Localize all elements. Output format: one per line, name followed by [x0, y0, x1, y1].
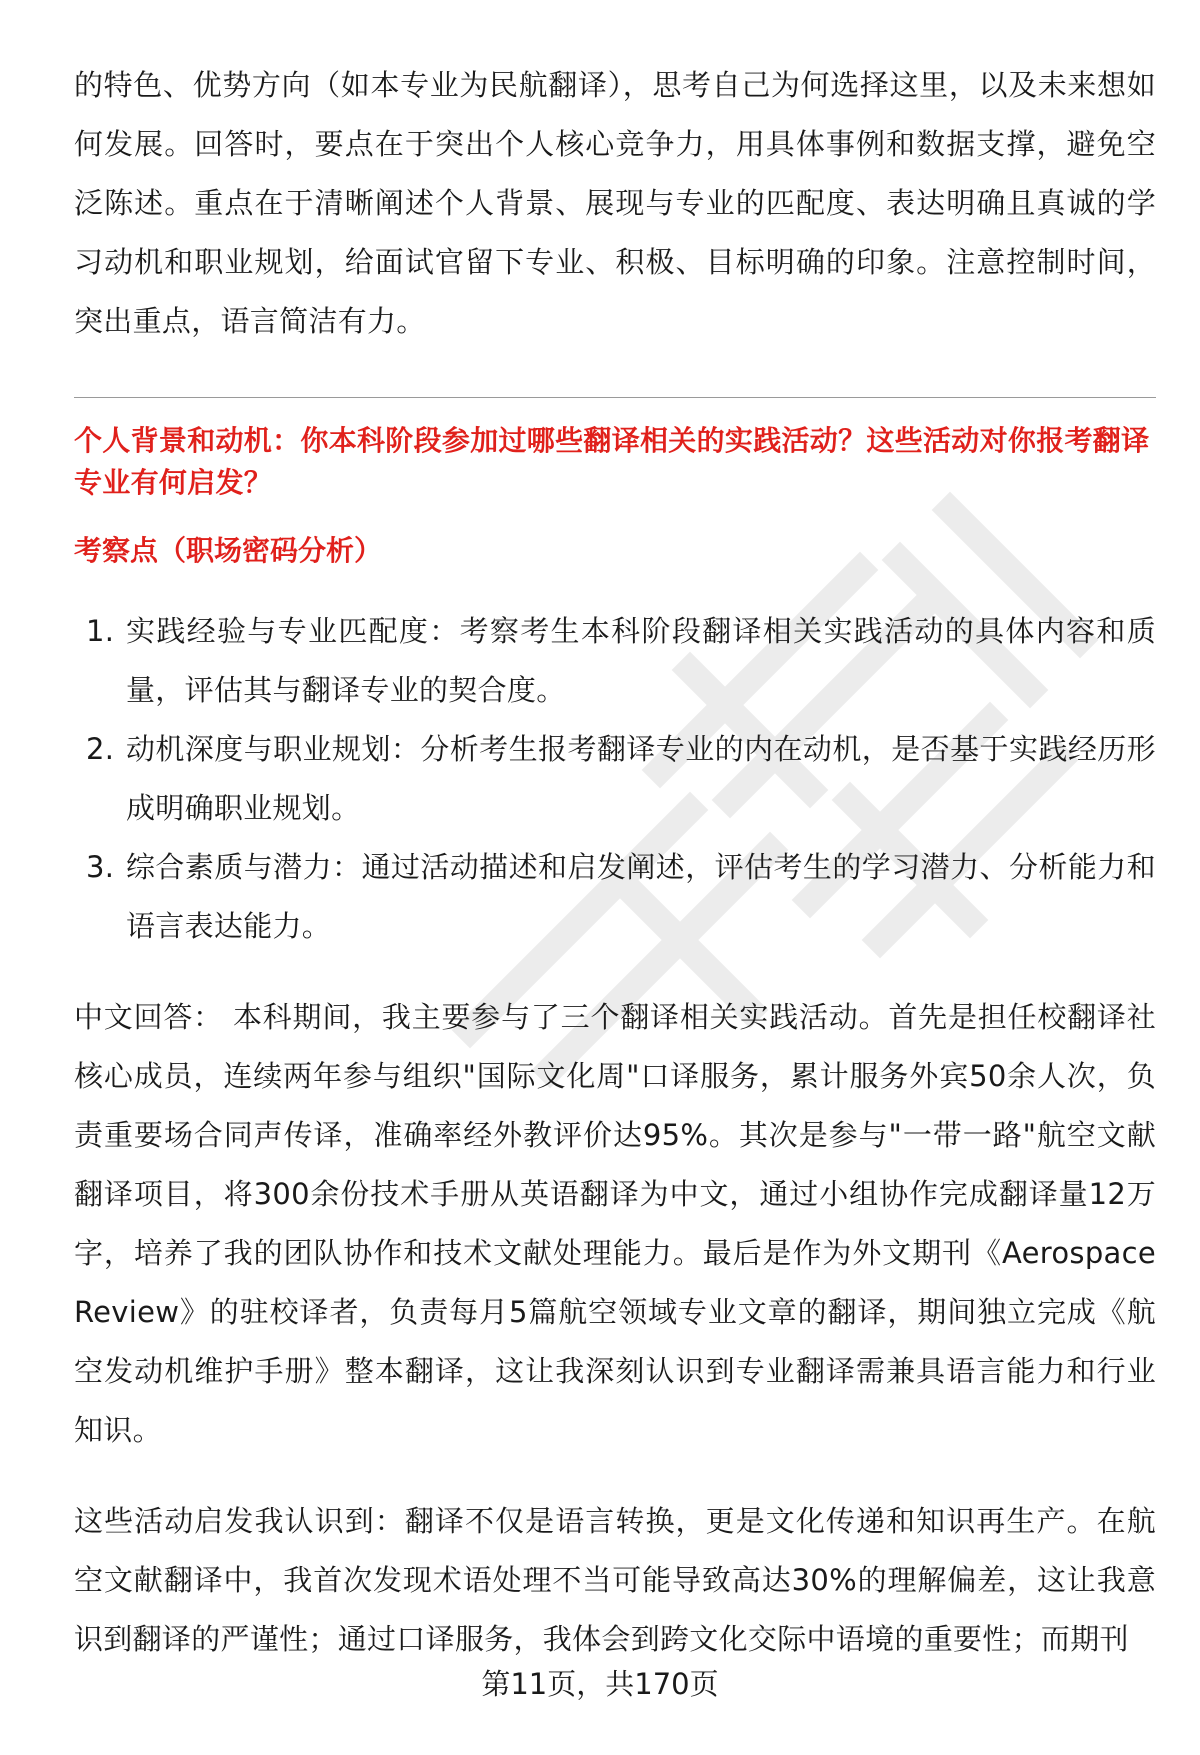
list-item-number: 1. [86, 614, 115, 648]
question-heading: 个人背景和动机：你本科阶段参加过哪些翻译相关的实践活动？这些活动对你报考翻译专业有何启发？ [74, 424, 1150, 499]
section-divider [74, 397, 1156, 398]
chinese-answer-paragraph: 中文回答： 本科期间，我主要参与了三个翻译相关实践活动。首先是担任校翻译社核心成员，连续两年参与组织"国际文化周"口译服务，累计服务外宾50余人次，负责重要场合同声传译，准确率经外教评价达95%。其次是参与"一带一路"航空文献翻译项目，将300余份技术手册从英语翻译为中文，通过小组协作完成翻译量12万字，培养了我的团队协作和技术文献处理能力。最后是作为外文期刊《Aerospace Review》的驻校译者，负责每月5篇航空领域专业文章的翻译，期间独立完成《航空发动机维护手册》整本翻译，这让我深刻认识到专业翻译需兼具语言能力和行业知识。 [74, 1000, 1156, 1447]
list-item-number: 3. [86, 850, 115, 884]
page-number-footer: 第11页，共170页 [481, 1667, 719, 1701]
reflection-paragraph: 这些活动启发我认识到：翻译不仅是语言转换，更是文化传递和知识再生产。在航空文献翻译中，我首次发现术语处理不当可能导致高达30%的理解偏差，这让我意识到翻译的严谨性；通过口译服务，我体会到跨文化交际中语境的重要性；而期刊 [74, 1504, 1156, 1656]
assessment-points-title: 考察点（职场密码分析） [74, 534, 383, 567]
list-item [74, 602, 1156, 720]
list-item-text: 综合素质与潜力：通过活动描述和启发阐述，评估考生的学习潜力、分析能力和语言表达能力。 [126, 850, 1156, 943]
list-item [74, 838, 1156, 956]
list-item-number: 2. [86, 732, 115, 766]
list-item-text: 动机深度与职业规划：分析考生报考翻译专业的内在动机，是否基于实践经历形成明确职业规划。 [126, 732, 1156, 825]
intro-paragraph: 的特色、优势方向（如本专业为民航翻译），思考自己为何选择这里，以及未来想如何发展。回答时，要点在于突出个人核心竞争力，用具体事例和数据支撑，避免空泛陈述。重点在于清晰阐述个人背景、展现与专业的匹配度、表达明确且真诚的学习动机和职业规划，给面试官留下专业、积极、目标明确的印象。注意控制时间，突出重点，语言简洁有力。 [74, 68, 1156, 338]
document-page [74, 56, 1156, 1669]
list-item [74, 720, 1156, 838]
assessment-points-list [74, 602, 1156, 956]
list-item-text: 实践经验与专业匹配度：考察考生本科阶段翻译相关实践活动的具体内容和质量，评估其与翻译专业的契合度。 [126, 614, 1156, 707]
